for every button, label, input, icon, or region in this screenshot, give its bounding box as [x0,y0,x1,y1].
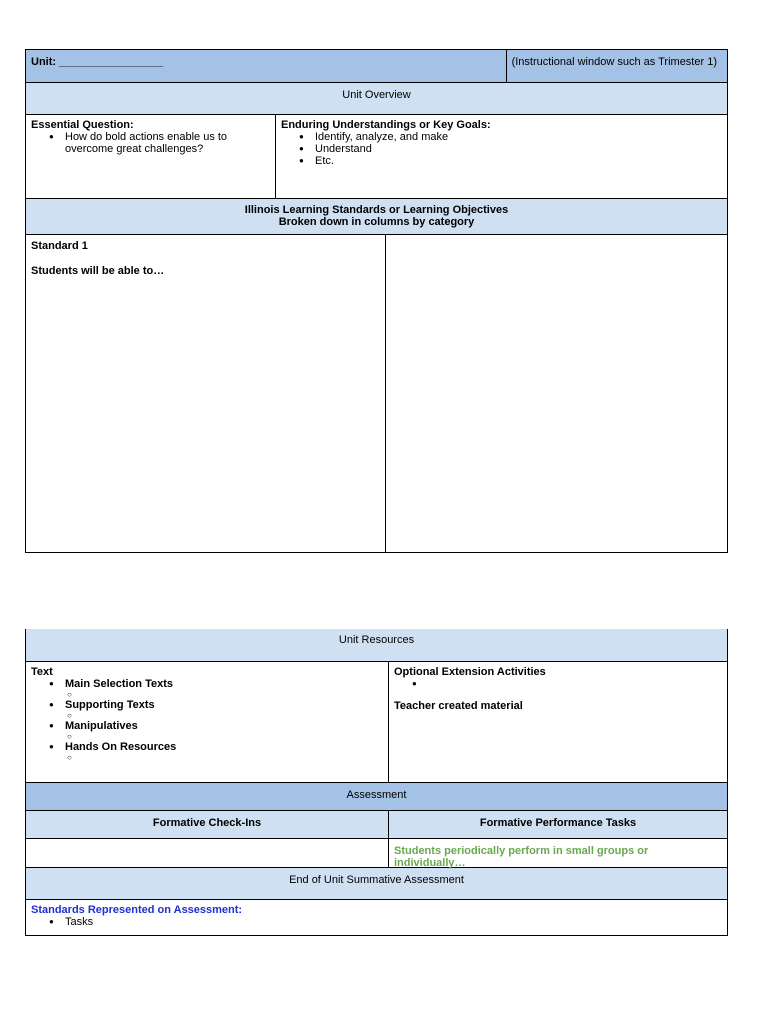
text-resource-item: ● Main Selection Texts [49,678,383,690]
text-resources-cell [26,662,388,782]
summative-header-row [26,867,727,899]
standard-2-cell [385,235,727,552]
summative-header: End of Unit Summative Assessment [289,874,464,886]
sub-bullet: ○ [67,690,72,699]
essential-question-title: Essential Question: [31,119,134,131]
unit-overview-header-row [26,82,727,114]
assessment-header: Assessment [346,789,407,801]
optional-activities-cell [388,662,727,782]
sub-bullet: ○ [67,753,72,762]
unit-resources-header-row [26,629,727,661]
essential-question-item: ● How do bold actions enable us to [49,131,270,143]
enduring-understandings-title: Enduring Understandings or Key Goals: [281,119,491,131]
essential-question-continuation: overcome great challenges? [65,143,204,155]
formative-checkins-content [26,839,388,867]
standards-header [26,199,727,234]
summative-list [31,916,722,928]
formative-content-row [26,838,727,867]
sub-bullet: ○ [67,711,72,720]
formative-tasks-header: Formative Performance Tasks [388,811,727,838]
essential-question-cell [26,115,275,198]
optional-activities-title: Optional Extension Activities [394,666,546,678]
enduring-understandings-list [281,131,722,167]
text-title: Text [31,666,53,678]
unit-resources-header: Unit Resources [338,634,415,646]
unit-title-row [26,50,727,82]
formative-checkins-header: Formative Check-Ins [152,817,262,829]
standard-1-text: Students will be able to… [31,265,165,277]
assessment-header-row [26,782,727,810]
formative-tasks-content: Students periodically perform in small groups or individually… [388,839,727,867]
standards-header-line2: Broken down in columns by category [278,216,475,228]
optional-activities-list [394,678,722,690]
text-resource-item: ● Supporting Texts [49,699,383,711]
sub-bullet: ○ [67,732,72,741]
empty-bullet [412,678,722,690]
standards-header-row [26,198,727,234]
enduring-item: ● Identify, analyze, and make [299,131,722,143]
unit-resources-table [25,629,728,936]
text-resource-item: ● Hands On Resources [49,741,383,753]
standard-1-title: Standard 1 [31,240,88,252]
unit-label: Unit: _________________ [31,56,164,68]
enduring-understandings-cell [275,115,727,198]
standards-represented-title: Standards Represented on Assessment: [31,904,243,916]
instructional-window-note: (Instructional window such as Trimester 1) [506,50,727,82]
goals-row [26,114,727,198]
standard-1-cell [26,235,385,552]
unit-overview-table [25,49,728,553]
teacher-created-material: Teacher created material [394,700,523,712]
resources-row [26,661,727,782]
enduring-item: ● Etc. [299,155,722,167]
formative-header-row [26,810,727,838]
unit-overview-header: Unit Overview [342,89,411,101]
standards-content-row [26,234,727,552]
text-resource-item: ● Manipulatives [49,720,383,732]
standards-header-line1: Illinois Learning Standards or Learning Objectives [244,204,509,216]
text-resources-list [31,678,383,762]
summative-content-row [26,899,727,935]
summative-item: ● Tasks [49,916,722,928]
enduring-item: ● Understand [299,143,722,155]
summative-content [26,900,727,935]
essential-question-list [31,131,270,155]
